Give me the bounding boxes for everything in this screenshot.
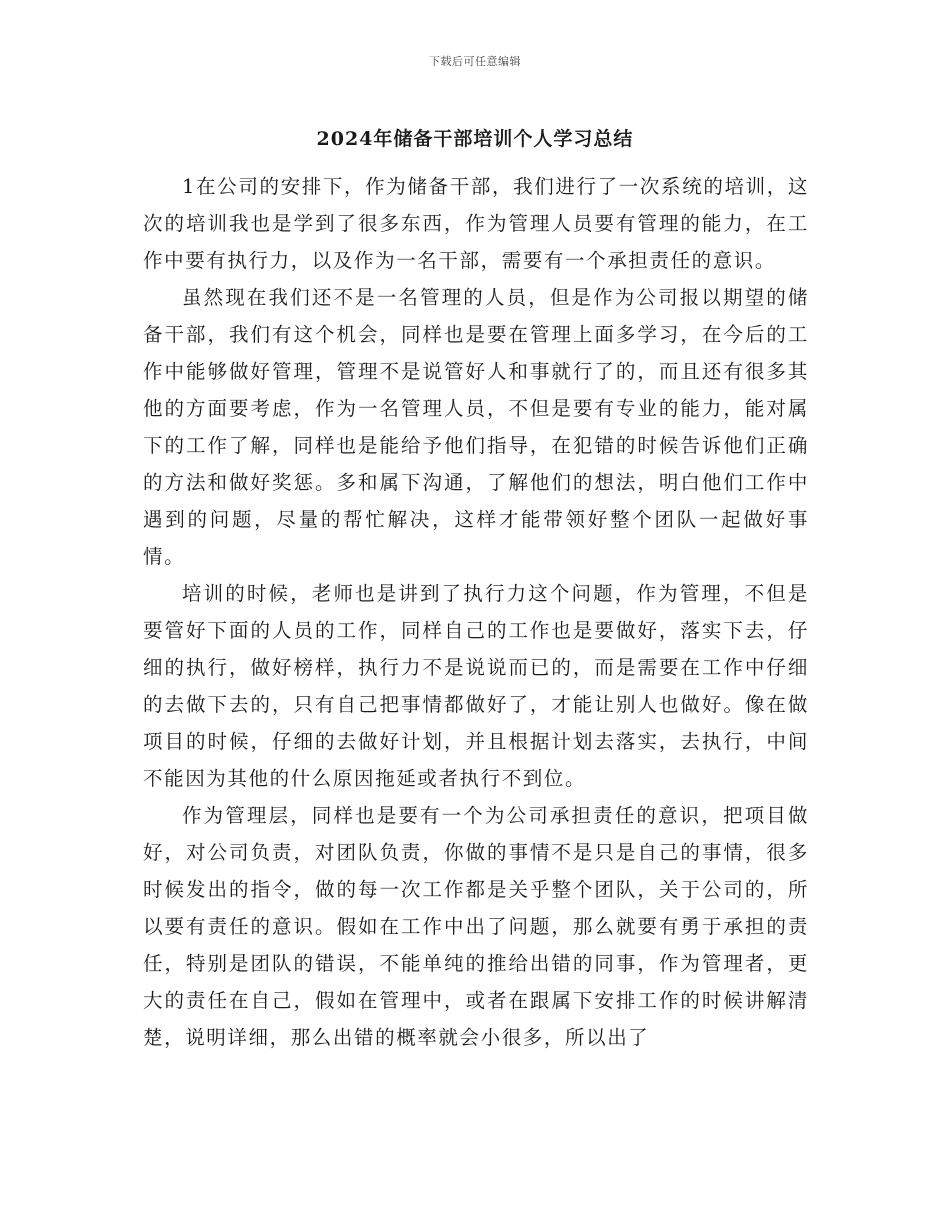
document-body [143, 168, 809, 1056]
document-title: 2024年储备干部培训个人学习总结 [316, 128, 634, 150]
paragraph-4: 作为管理层，同样也是要有一个为公司承担责任的意识，把项目做好，对公司负责，对团队负责，你做的事情不是只是自己的事情，很多时候发出的指令，做的每一次工作都是关乎整个团队，关于公司的，所以要有责任的意识。假如在工作中出了问题，那么就要有勇于承担的责任，特别是团队的错误，不能单纯的推给出错的同事，作为管理者，更大的责任在自己，假如在管理中，或者在跟属下安排工作的时候讲解清楚，说明详细，那么出错的概率就会小很多，所以出了 [143, 804, 809, 1049]
paragraph-1: 1在公司的安排下，作为储备干部，我们进行了一次系统的培训，这次的培训我也是学到了很多东西，作为管理人员要有管理的能力，在工作中要有执行力，以及作为一名干部，需要有一个承担责任的意识。 [143, 175, 809, 272]
paragraph-2: 虽然现在我们还不是一名管理的人员，但是作为公司报以期望的储备干部，我们有这个机会，同样也是要在管理上面多学习，在今后的工作中能够做好管理，管理不是说管好人和事就行了的，而且还有很多其他的方面要考虑，作为一名管理人员，不但是要有专业的能力，能对属下的工作了解，同样也是能给予他们指导，在犯错的时候告诉他们正确的方法和做好奖惩。多和属下沟通，了解他们的想法，明白他们工作中遇到的问题，尽量的帮忙解决，这样才能带领好整个团队一起做好事情。 [143, 286, 809, 568]
header-note: 下载后可任意编辑 [429, 55, 521, 68]
paragraph-3: 培训的时候，老师也是讲到了执行力这个问题，作为管理，不但是要管好下面的人员的工作，同样自己的工作也是要做好，落实下去，仔细的执行，做好榜样，执行力不是说说而已的，而是需要在工作中仔细的去做下去的，只有自己把事情都做好了，才能让别人也做好。像在做项目的时候，仔细的去做好计划，并且根据计划去落实，去执行，中间不能因为其他的什么原因拖延或者执行不到位。 [143, 582, 809, 790]
